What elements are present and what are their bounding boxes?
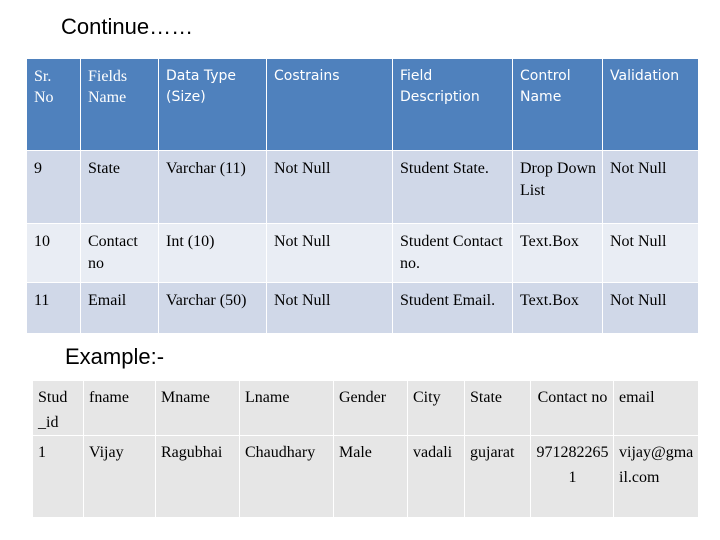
cell-description: Student Contact no. xyxy=(393,224,513,283)
table-row xyxy=(27,283,699,334)
cell-data-type: Int (10) xyxy=(159,224,267,283)
cell-email: vijay@gmail.com xyxy=(614,436,699,518)
col-header-contact-no: Contact no xyxy=(531,381,614,436)
cell-gender: Male xyxy=(334,436,408,518)
cell-constraint: Not Null xyxy=(267,283,393,334)
cell-field-name: Contact no xyxy=(81,224,159,283)
cell-validation: Not Null xyxy=(603,151,699,224)
col-header-data-type: Data Type (Size) xyxy=(159,59,267,151)
cell-lname: Chaudhary xyxy=(240,436,334,518)
cell-data-type: Varchar (11) xyxy=(159,151,267,224)
col-header-fields-name: Fields Name xyxy=(81,59,159,151)
cell-fname: Vijay xyxy=(84,436,156,518)
cell-constraint: Not Null xyxy=(267,224,393,283)
col-header-validation: Validation xyxy=(603,59,699,151)
cell-field-name: Email xyxy=(81,283,159,334)
cell-sr-no: 9 xyxy=(27,151,81,224)
col-header-lname: Lname xyxy=(240,381,334,436)
col-header-email: email xyxy=(614,381,699,436)
cell-data-type: Varchar (50) xyxy=(159,283,267,334)
cell-city: vadali xyxy=(408,436,465,518)
cell-stud-id: 1 xyxy=(33,436,84,518)
cell-contact-no: 9712822651 xyxy=(531,436,614,518)
col-header-constraints: Costrains xyxy=(267,59,393,151)
cell-field-name: State xyxy=(81,151,159,224)
table-row xyxy=(27,151,699,224)
cell-sr-no: 11 xyxy=(27,283,81,334)
col-header-stud-id: Stud _id xyxy=(33,381,84,436)
continue-heading: Continue…… xyxy=(61,14,194,39)
cell-control-name: Text.Box xyxy=(513,283,603,334)
cell-mname: Ragubhai xyxy=(156,436,240,518)
example-header-row xyxy=(33,381,699,436)
field-spec-table xyxy=(26,58,699,334)
table-row xyxy=(27,224,699,283)
example-heading: Example:- xyxy=(65,344,165,369)
col-header-sr-no: Sr. No xyxy=(27,59,81,151)
cell-sr-no: 10 xyxy=(27,224,81,283)
cell-control-name: Drop Down List xyxy=(513,151,603,224)
cell-validation: Not Null xyxy=(603,283,699,334)
col-header-field-description: Field Description xyxy=(393,59,513,151)
cell-constraint: Not Null xyxy=(267,151,393,224)
col-header-state: State xyxy=(465,381,531,436)
col-header-gender: Gender xyxy=(334,381,408,436)
col-header-control-name: Control Name xyxy=(513,59,603,151)
col-header-fname: fname xyxy=(84,381,156,436)
col-header-city: City xyxy=(408,381,465,436)
spec-header-row xyxy=(27,59,699,151)
cell-description: Student State. xyxy=(393,151,513,224)
example-record-table xyxy=(32,380,699,518)
cell-control-name: Text.Box xyxy=(513,224,603,283)
cell-validation: Not Null xyxy=(603,224,699,283)
cell-description: Student Email. xyxy=(393,283,513,334)
col-header-mname: Mname xyxy=(156,381,240,436)
cell-state: gujarat xyxy=(465,436,531,518)
table-row xyxy=(33,436,699,518)
